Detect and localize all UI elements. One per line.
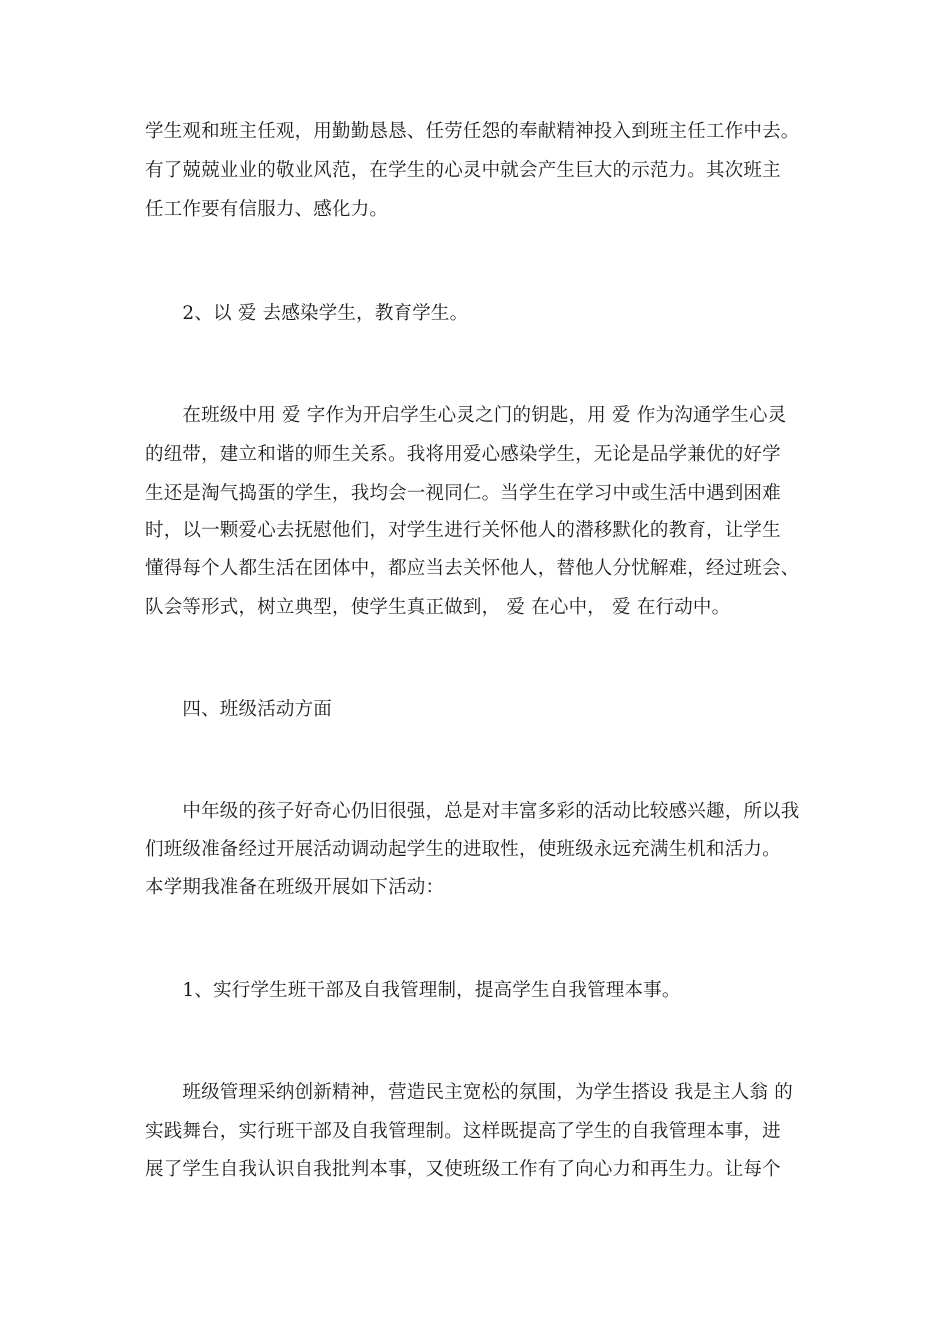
paragraph-5-line-2: 们班级准备经过开展活动调动起学生的进取性，使班级永远充满生机和活力。 bbox=[145, 839, 781, 860]
section-heading-class-activities: 四、班级活动方面 bbox=[145, 699, 333, 720]
paragraph-3-line-6: 队会等形式，树立典型，使学生真正做到， 爱 在心中， 爱 在行动中。 bbox=[145, 597, 731, 618]
paragraph-5-line-1: 中年级的孩子好奇心仍旧很强，总是对丰富多彩的活动比较感兴趣，所以我 bbox=[145, 801, 800, 822]
paragraph-7-line-2: 实践舞台，实行班干部及自我管理制。这样既提高了学生的自我管理本事，进 bbox=[145, 1121, 781, 1142]
paragraph-3-line-1: 在班级中用 爱 字作为开启学生心灵之门的钥匙，用 爱 作为沟通学生心灵 bbox=[145, 405, 787, 426]
paragraph-7-line-3: 展了学生自我认识自我批判本事，又使班级工作有了向心力和再生力。让每个 bbox=[145, 1159, 781, 1180]
paragraph-3-line-3: 生还是淘气捣蛋的学生，我均会一视同仁。当学生在学习中或生活中遇到困难 bbox=[145, 483, 781, 504]
paragraph-3-line-2: 的纽带，建立和谐的师生关系。我将用爱心感染学生，无论是品学兼优的好学 bbox=[145, 444, 781, 465]
paragraph-1-line-3: 任工作要有信服力、感化力。 bbox=[145, 199, 389, 220]
paragraph-3-line-5: 懂得每个人都生活在团体中，都应当去关怀他人，替他人分忧解难，经过班会、 bbox=[145, 558, 800, 579]
paragraph-5-line-3: 本学期我准备在班级开展如下活动： bbox=[145, 877, 445, 898]
paragraph-7-line-1: 班级管理采纳创新精神，营造民主宽松的氛围，为学生搭设 我是主人翁 的 bbox=[145, 1082, 793, 1103]
paragraph-1-line-1: 学生观和班主任观，用勤勤恳恳、任劳任怨的奉献精神投入到班主任工作中去。 bbox=[145, 121, 800, 142]
paragraph-3-line-4: 时，以一颗爱心去抚慰他们，对学生进行关怀他人的潜移默化的教育，让学生 bbox=[145, 520, 781, 541]
section-heading-self-management: 1、实行学生班干部及自我管理制，提高学生自我管理本事。 bbox=[145, 980, 681, 1001]
paragraph-1-line-2: 有了兢兢业业的敬业风范，在学生的心灵中就会产生巨大的示范力。其次班主 bbox=[145, 160, 781, 181]
section-heading-love: 2、以 爱 去感染学生，教育学生。 bbox=[145, 303, 469, 324]
